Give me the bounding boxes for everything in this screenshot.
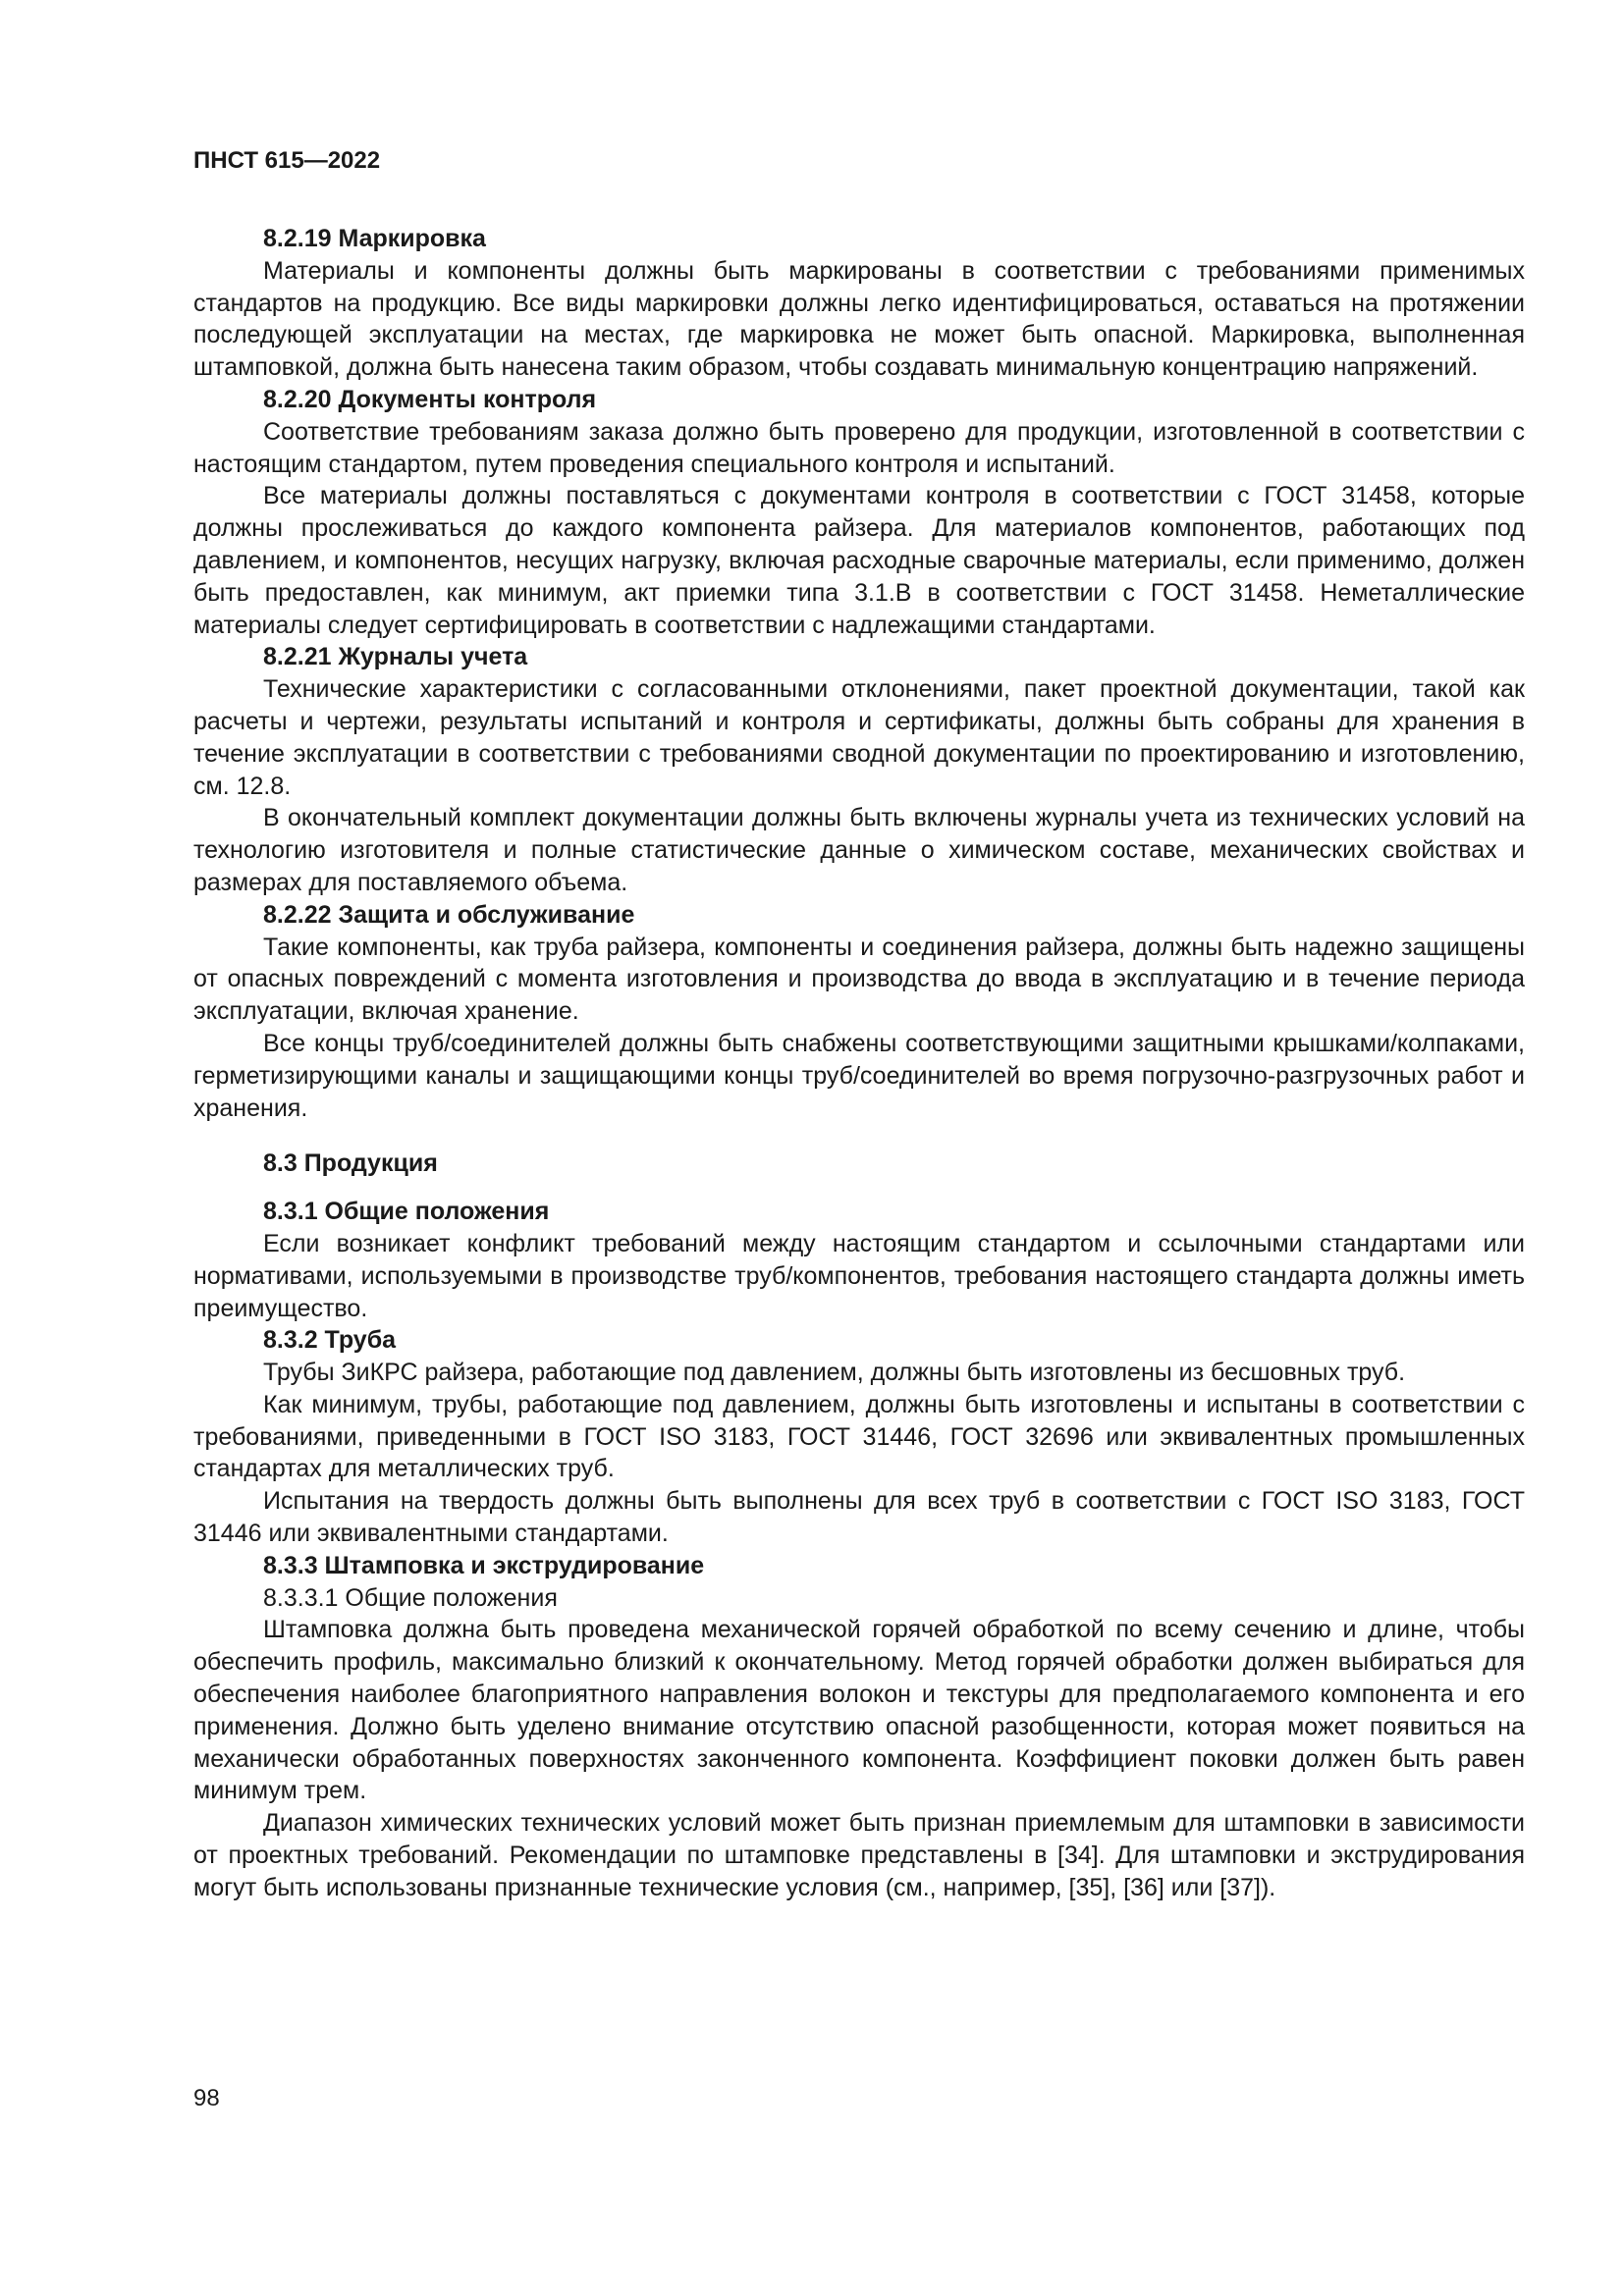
paragraph: Как минимум, трубы, работающие под давлением, должны быть изготовлены и испытаны в соответствии с требованиями, приведенными в ГОСТ ISO 3183, ГОСТ 31446, ГОСТ 32696 или эквивалентных промышленных стандартах для металлических труб. [193,1390,1525,1483]
section-heading-8-3: 8.3 Продукция [263,1149,438,1178]
paragraph: Если возникает конфликт требований между настоящим стандартом и ссылочными стандартами или нормативами, используемыми в производстве труб/компонентов, требования настоящего стандарта должны иметь преимущество. [193,1229,1525,1322]
section-heading-8-3-1: 8.3.1 Общие положения [263,1198,550,1226]
paragraph: Все концы труб/соединителей должны быть снабжены соответствующими защитными крышками/колпаками, герметизирующими каналы и защищающими концы труб/соединителей во время погрузочно-разгрузочных работ и хранения. [193,1029,1525,1122]
paragraph: Трубы ЗиКРС райзера, работающие под давлением, должны быть изготовлены из бесшовных труб. [263,1359,1406,1387]
section-heading-8-3-2: 8.3.2 Труба [263,1326,397,1355]
section-heading-8-2-20: 8.2.20 Документы контроля [263,385,597,413]
section-heading-8-2-19: 8.2.19 Маркировка [263,225,486,252]
subsection-heading-8-3-3-1: 8.3.3.1 Общие положения [263,1583,558,1612]
section-heading-8-3-3: 8.3.3 Штамповка и экструдирование [263,1551,705,1579]
paragraph: Такие компоненты, как труба райзера, компоненты и соединения райзера, должны быть надежно защищены от опасных повреждений с момента изготовления и производства до ввода в эксплуатацию и в течение периода эксплуатации, включая хранение. [193,933,1525,1026]
paragraph: В окончательный комплект документации должны быть включены журналы учета из технических условий на технологию изготовителя и полные статистические данные о химическом составе, механических свойствах и размерах для поставляемого объема. [193,804,1525,896]
paragraph: Штамповка должна быть проведена механической горячей обработкой по всему сечению и длине, чтобы обеспечить профиль, максимально близкий к окончательному. Метод горячей обработки должен выбираться для обеспечения наиболее благоприятного направления волокон и текстуры для предполагаемого компонента и его применения. Должно быть уделено внимание отсутствию опасной разобщенности, которая может появиться на механически обработанных поверхностях законченного компонента. Коэффициент поковки должен быть равен минимум трем. [193,1616,1525,1805]
paragraph: Диапазон химических технических условий может быть признан приемлемым для штамповки в зависимости от проектных требований. Рекомендации по штамповке представлены в [34]. Для штамповки и экструдирования могут быть использованы признанные технические условия (см., например, [35], [36] или [37]). [193,1809,1525,1901]
paragraph: Испытания на твердость должны быть выполнены для всех труб в соответствии с ГОСТ ISO 3183, ГОСТ 31446 или эквивалентными стандартами. [193,1487,1525,1548]
paragraph: Соответствие требованиям заказа должно быть проверено для продукции, изготовленной в соответствии с настоящим стандартом, путем проведения специального контроля и испытаний. [193,417,1525,478]
paragraph: Технические характеристики с согласованными отклонениями, пакет проектной документации, такой как расчеты и чертежи, результаты испытаний и контроля и сертификаты, должны быть собраны для хранения в течение эксплуатации в соответствии с требованиями сводной документации по проектированию и изготовлению, см. 12.8. [193,675,1525,800]
document-code: ПНСТ 615—2022 [193,147,381,174]
section-heading-8-2-21: 8.2.21 Журналы учета [263,643,528,671]
document-body [193,223,1525,1904]
paragraph: Все материалы должны поставляться с документами контроля в соответствии с ГОСТ 31458, которые должны прослеживаться до каждого компонента райзера. Для материалов компонентов, работающих под давлением, и компонентов, несущих нагрузку, включая расходные сварочные материалы, если применимо, должен быть предоставлен, как минимум, акт приемки типа 3.1.В в соответствии с ГОСТ 31458. Неметаллические материалы следует сертифицировать в соответствии с надлежащими стандартами. [193,482,1525,639]
section-heading-8-2-22: 8.2.22 Защита и обслуживание [263,900,635,929]
paragraph: Материалы и компоненты должны быть маркированы в соответствии с требованиями применимых стандартов на продукцию. Все виды маркировки должны легко идентифицироваться, оставаться на протяжении последующей эксплуатации на местах, где маркировка не может быть опасной. Маркировка, выполненная штамповкой, должна быть нанесена таким образом, чтобы создавать минимальную концентрацию напряжений. [193,256,1525,382]
page-number: 98 [193,2085,220,2111]
